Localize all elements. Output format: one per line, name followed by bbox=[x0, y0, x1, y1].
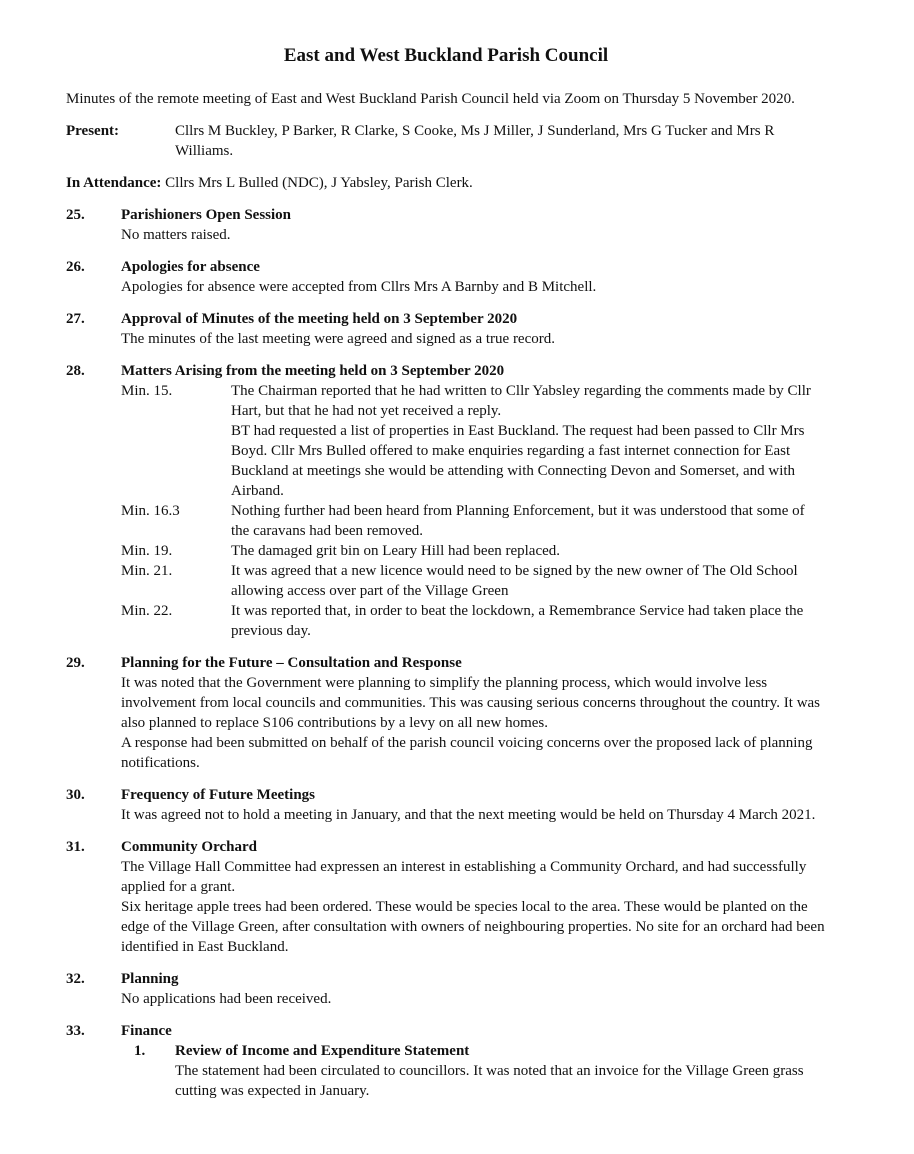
minute-text bbox=[231, 541, 826, 561]
item-number: 26. bbox=[66, 259, 85, 275]
minute-paragraph: The Chairman reported that he had written to Cllr Yabsley regarding the comments made by Cllr Hart, but that he had not yet received a reply. bbox=[231, 383, 811, 419]
agenda-item bbox=[66, 1021, 826, 1101]
item-body bbox=[121, 361, 826, 641]
minute-paragraph: It was reported that, in order to beat the lockdown, a Remembrance Service had taken place the previous day. bbox=[231, 603, 804, 639]
item-paragraph: The minutes of the last meeting were agreed and signed as a true record. bbox=[121, 331, 555, 347]
item-body bbox=[121, 1021, 826, 1101]
agenda-item bbox=[66, 969, 826, 1009]
item-heading: Matters Arising from the meeting held on 3 September 2020 bbox=[121, 363, 505, 379]
item-paragraph: A response had been submitted on behalf of the parish council voicing concerns over the proposed lack of planning notifications. bbox=[121, 735, 813, 771]
present-list: Cllrs M Buckley, P Barker, R Clarke, S Cooke, Ms J Miller, J Sunderland, Mrs G Tucker and Mrs R Williams. bbox=[175, 123, 775, 159]
intro-paragraph: Minutes of the remote meeting of East and West Buckland Parish Council held via Zoom on Thursday 5 November 2020. bbox=[66, 91, 795, 107]
item-body bbox=[121, 257, 826, 297]
item-paragraph: No matters raised. bbox=[121, 227, 231, 243]
attendance-list: Cllrs Mrs L Bulled (NDC), J Yabsley, Parish Clerk. bbox=[161, 175, 473, 191]
minute-ref: Min. 16.3 bbox=[121, 503, 180, 519]
sub-item-number: 1. bbox=[134, 1043, 146, 1059]
present-row bbox=[66, 121, 826, 161]
minute-text bbox=[231, 561, 826, 601]
attendance-row bbox=[66, 173, 826, 193]
item-number: 30. bbox=[66, 787, 85, 803]
item-body bbox=[121, 969, 826, 1009]
item-number: 31. bbox=[66, 839, 85, 855]
minute-paragraph: BT had requested a list of properties in East Buckland. The request had been passed to Cllr Mrs Boyd. Cllr Mrs Bulled offered to make enquiries regarding a fast internet connection for East Buckland at meetings she would be attending with Connecting Devon and Somerset, and with Airband. bbox=[231, 423, 805, 499]
minute-text bbox=[231, 381, 826, 501]
minute-ref: Min. 15. bbox=[121, 383, 173, 399]
agenda-item bbox=[66, 653, 826, 773]
item-paragraph: It was noted that the Government were planning to simplify the planning process, which would involve less involvement from local councils and communities. This was causing serious concerns throughout the country. It was also planned to replace S106 contributions by a levy on all new homes. bbox=[121, 675, 821, 731]
sub-item bbox=[121, 1041, 826, 1101]
item-heading: Planning for the Future – Consultation and Response bbox=[121, 655, 462, 671]
minute-text bbox=[231, 601, 826, 641]
agenda-item bbox=[66, 785, 826, 825]
item-heading: Frequency of Future Meetings bbox=[121, 787, 315, 803]
minute-entry bbox=[121, 501, 826, 541]
item-heading: Planning bbox=[121, 971, 179, 987]
item-number: 33. bbox=[66, 1023, 85, 1039]
minute-entry bbox=[121, 561, 826, 601]
item-number: 29. bbox=[66, 655, 85, 671]
present-label: Present: bbox=[66, 123, 120, 139]
item-paragraph: It was agreed not to hold a meeting in January, and that the next meeting would be held on Thursday 4 March 2021. bbox=[121, 807, 816, 823]
sub-item-body bbox=[175, 1041, 826, 1101]
minute-entry bbox=[121, 381, 826, 501]
minute-entry bbox=[121, 541, 826, 561]
minute-paragraph: It was agreed that a new licence would need to be signed by the new owner of The Old School allowing access over part of the Village Green bbox=[231, 563, 798, 599]
item-paragraph: No applications had been received. bbox=[121, 991, 332, 1007]
item-paragraph: Six heritage apple trees had been ordered. These would be species local to the area. These would be planted on the edge of the Village Green, after consultation with owners of neighbouring properties. No site for an orchard had been identified in East Buckland. bbox=[121, 899, 825, 955]
document-title: East and West Buckland Parish Council bbox=[283, 45, 609, 66]
item-paragraph: The Village Hall Committee had expressen an interest in establishing a Community Orchard, and had successfully applied for a grant. bbox=[121, 859, 807, 895]
minutes-document bbox=[66, 44, 826, 1113]
item-body bbox=[121, 837, 826, 957]
minute-ref: Min. 19. bbox=[121, 543, 173, 559]
minute-paragraph: The damaged grit bin on Leary Hill had been replaced. bbox=[231, 543, 561, 559]
item-body bbox=[121, 309, 826, 349]
attendance-label: In Attendance: bbox=[66, 175, 162, 191]
item-number: 27. bbox=[66, 311, 85, 327]
item-heading: Approval of Minutes of the meeting held on 3 September 2020 bbox=[121, 311, 518, 327]
item-paragraph: Apologies for absence were accepted from Cllrs Mrs A Barnby and B Mitchell. bbox=[121, 279, 597, 295]
agenda-items bbox=[66, 205, 826, 1101]
agenda-item bbox=[66, 837, 826, 957]
item-heading: Community Orchard bbox=[121, 839, 257, 855]
agenda-item bbox=[66, 205, 826, 245]
minute-ref: Min. 21. bbox=[121, 563, 173, 579]
sub-item-heading: Review of Income and Expenditure Statement bbox=[175, 1043, 470, 1059]
minute-ref: Min. 22. bbox=[121, 603, 173, 619]
sub-item-paragraph: The statement had been circulated to councillors. It was noted that an invoice for the Village Green grass cutting was expected in January. bbox=[175, 1063, 804, 1099]
item-body bbox=[121, 205, 826, 245]
item-body bbox=[121, 653, 826, 773]
item-number: 25. bbox=[66, 207, 85, 223]
minute-paragraph: Nothing further had been heard from Planning Enforcement, but it was understood that some of the caravans had been removed. bbox=[231, 503, 805, 539]
minute-entry bbox=[121, 601, 826, 641]
item-heading: Parishioners Open Session bbox=[121, 207, 292, 223]
agenda-item bbox=[66, 309, 826, 349]
minute-text bbox=[231, 501, 826, 541]
item-number: 32. bbox=[66, 971, 85, 987]
item-body bbox=[121, 785, 826, 825]
agenda-item bbox=[66, 257, 826, 297]
agenda-item bbox=[66, 361, 826, 641]
item-heading: Finance bbox=[121, 1023, 172, 1039]
item-heading: Apologies for absence bbox=[121, 259, 260, 275]
item-number: 28. bbox=[66, 363, 85, 379]
